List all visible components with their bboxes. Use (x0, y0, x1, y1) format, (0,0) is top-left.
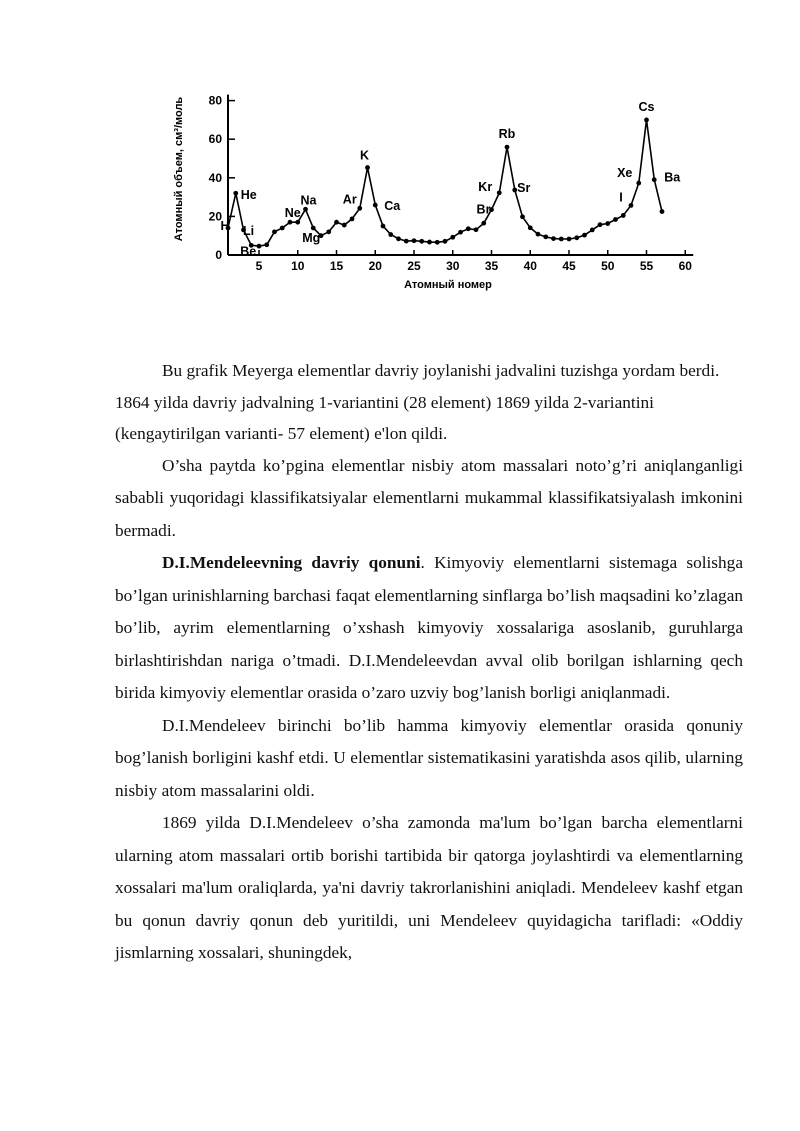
chart-points (226, 118, 665, 249)
data-point (497, 190, 502, 195)
data-point (264, 242, 269, 247)
x-tick-label: 55 (639, 259, 654, 273)
element-label-li: Li (242, 223, 255, 238)
data-point (466, 226, 471, 231)
element-label-h: H (220, 218, 230, 233)
element-label-he: He (240, 188, 257, 203)
data-point (481, 221, 486, 226)
document-body (115, 355, 743, 970)
data-point (567, 237, 572, 242)
data-point (326, 229, 331, 234)
data-point (559, 237, 564, 242)
paragraph-3-text: . Kimyoviy elementlarni sistemaga solishga bo’lgan urinishlarning barchasi faqat elementlarning sinflarga bo’lish maqsadini ko’zlagan bo’lib, ayrim elementlarning o’xshash kimyoviy xossalariga asoslanib, guruhlarga birlashtirishdan nariga o’tmadi. D.I.Mendeleevdan avval olib borilgan ishlarning qech birida kimyoviy elementlar orasida o’zaro uzviy bog’lanish borligi aniqlanmadi. (115, 553, 743, 702)
atomic-volume-curve (228, 120, 662, 246)
data-point (536, 232, 541, 237)
data-point (582, 233, 587, 238)
x-tick-label: 5 (255, 259, 263, 273)
paragraph-1: Bu grafik Meyerga elementlar davriy joylanishi jadvalini tuzishga yordam berdi. 1864 yilda davriy jadvalning 1-variantini (28 element) 1869 yilda 2-variantini (kengaytirilgan varianti- 57 element) e'lon qildi. (115, 361, 720, 443)
element-label-rb: Rb (498, 127, 516, 142)
paragraph-3 (115, 547, 743, 710)
x-tick-label: 35 (484, 259, 499, 273)
x-tick-label: 10 (291, 259, 305, 273)
x-tick-label: 30 (446, 259, 460, 273)
element-label-kr: Kr (478, 179, 493, 194)
y-tick-label: 0 (215, 248, 222, 262)
paragraph-2: O’sha paytda ko’pgina elementlar nisbiy atom massalari noto’g’ri aniqlanganligi sababli yuqoridagi klassifikatsiyalar elementlarni mukammal klassifikatsiyalash imkonini bermadi. (115, 455, 743, 540)
element-label-na: Na (300, 193, 317, 208)
data-point (613, 217, 618, 222)
atomic-volume-chart (160, 85, 730, 300)
data-point (443, 239, 448, 244)
data-point (381, 224, 386, 229)
data-point (272, 229, 277, 234)
data-point (435, 240, 440, 245)
data-point (396, 236, 401, 241)
data-point (574, 235, 579, 240)
x-tick-label: 25 (407, 259, 421, 273)
data-point (280, 226, 285, 231)
element-label-xe: Xe (617, 166, 633, 181)
data-point (520, 214, 525, 219)
data-point (419, 239, 424, 244)
data-point (505, 145, 510, 150)
data-point (644, 118, 649, 123)
y-axis-label: Атомный объем, см³/моль (173, 96, 185, 242)
data-point (621, 213, 626, 218)
paragraph-5: 1869 yilda D.I.Mendeleev o’sha zamonda ma'lum bo’lgan barcha elementlarni ularning atom massalari ortib borishi tartibida bir qatorga joylashtirdi va elementlarning xossalari ma'lum oraliqlarda, ya'ni davriy takrorlanishini aniqladi. Mendeleev kashf etgan bu qonun davriy qonun deb yuritildi, uni Mendeleev quyidagicha tarifladi: «Oddiy jismlarning xossalari, shuningdek, (115, 813, 743, 962)
data-point (350, 217, 355, 222)
data-point (598, 222, 603, 227)
element-label-k: K (359, 148, 370, 163)
data-point (551, 236, 556, 241)
x-tick-label: 50 (601, 259, 615, 273)
data-point (590, 228, 595, 233)
data-point (311, 226, 316, 231)
data-point (427, 240, 432, 245)
x-axis-label: Атомный номер (404, 279, 492, 291)
chart-axes (209, 94, 694, 273)
y-tick-label: 80 (208, 93, 222, 108)
element-label-mg: Mg (302, 230, 321, 245)
element-label-ne: Ne (284, 206, 301, 221)
data-point (652, 177, 657, 182)
data-point (528, 225, 533, 230)
x-tick-label: 15 (329, 259, 344, 273)
element-label-ar: Ar (342, 192, 357, 207)
data-point (474, 227, 479, 232)
y-tick-label: 20 (208, 209, 222, 224)
data-point (458, 230, 463, 235)
element-label-i: I (619, 190, 623, 205)
data-point (233, 191, 238, 196)
data-point (543, 234, 548, 239)
x-tick-label: 60 (678, 259, 692, 273)
data-point (404, 239, 409, 244)
data-point (295, 220, 300, 225)
x-tick-label: 45 (562, 259, 576, 273)
element-label-be: Be (240, 244, 257, 259)
data-point (412, 238, 417, 243)
data-point (365, 165, 370, 170)
data-point (357, 206, 362, 211)
paragraph-3-heading: D.I.Mendeleevning davriy qonuni (162, 553, 421, 572)
data-point (334, 220, 339, 225)
x-tick-label: 20 (368, 259, 382, 273)
element-label-cs: Cs (638, 99, 655, 114)
y-tick-label: 60 (208, 132, 222, 147)
data-point (288, 220, 293, 225)
data-point (636, 181, 641, 186)
data-point (629, 203, 634, 208)
data-point (388, 232, 393, 237)
x-tick-label: 40 (523, 259, 537, 273)
chart-series-line (228, 120, 662, 246)
data-point (450, 235, 455, 240)
element-label-sr: Sr (517, 180, 531, 195)
element-label-ba: Ba (664, 170, 681, 185)
data-point (605, 221, 610, 226)
y-tick-label: 40 (208, 170, 222, 185)
data-point (257, 244, 262, 249)
data-point (303, 207, 308, 212)
paragraph-4: D.I.Mendeleev birinchi bo’lib hamma kimyoviy elementlar orasida qonuniy bog’lanish borligini kashf etdi. U elementlar sistematikasini yaratishda asos qilib, ularning nisbiy atom massalarini oldi. (115, 715, 743, 800)
data-point (373, 203, 378, 208)
chart-element-labels (220, 100, 681, 258)
element-label-ca: Ca (384, 199, 401, 214)
element-label-br: Br (476, 202, 491, 217)
data-point (660, 209, 665, 214)
data-point (342, 223, 347, 228)
